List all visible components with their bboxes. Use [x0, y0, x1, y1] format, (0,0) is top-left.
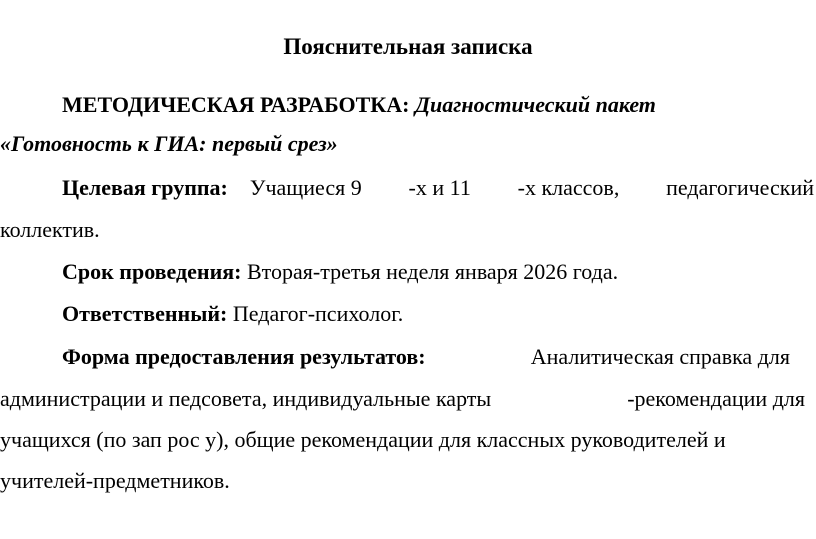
- method-line: [62, 92, 656, 118]
- target-word-4: педагогический: [666, 175, 814, 200]
- responsible-label: Ответственный:: [62, 301, 228, 326]
- period-line: [62, 259, 618, 285]
- form-line-2: [0, 386, 805, 412]
- target-word-3: -х классов,: [517, 175, 620, 200]
- period-label: Срок проведения:: [62, 259, 242, 284]
- form-label: Форма предоставления результатов:: [62, 344, 426, 369]
- target-label: Целевая группа:: [62, 175, 228, 200]
- method-value: Диагностический пакет: [414, 92, 656, 117]
- target-word-1: Учащиеся 9: [249, 175, 362, 200]
- responsible-line: [62, 301, 403, 327]
- target-word-2: -х и 11: [408, 175, 471, 200]
- method-label: МЕТОДИЧЕСКАЯ РАЗРАБОТКА:: [62, 92, 410, 117]
- responsible-value: Педагог-психолог.: [232, 301, 404, 326]
- form-text-2a: администрации и педсовета, индивидуальные карты: [0, 386, 492, 411]
- form-line-3: учащихся (по зап рос у), общие рекомендации для классных руководителей и: [0, 427, 726, 452]
- method-value-cont: «Готовность к ГИА: первый срез»: [0, 131, 338, 156]
- form-text-2b: -рекомендации для: [627, 386, 805, 411]
- target-line: [62, 175, 814, 201]
- document-title: Пояснительная записка: [283, 34, 533, 59]
- target-cont: коллектив.: [0, 217, 100, 242]
- period-value: Вторая-третья неделя января 2026 года.: [247, 259, 619, 284]
- form-line-1: [62, 344, 790, 370]
- form-text-1: Аналитическая справка для: [530, 344, 790, 369]
- form-line-4: учителей-предметников.: [0, 468, 230, 493]
